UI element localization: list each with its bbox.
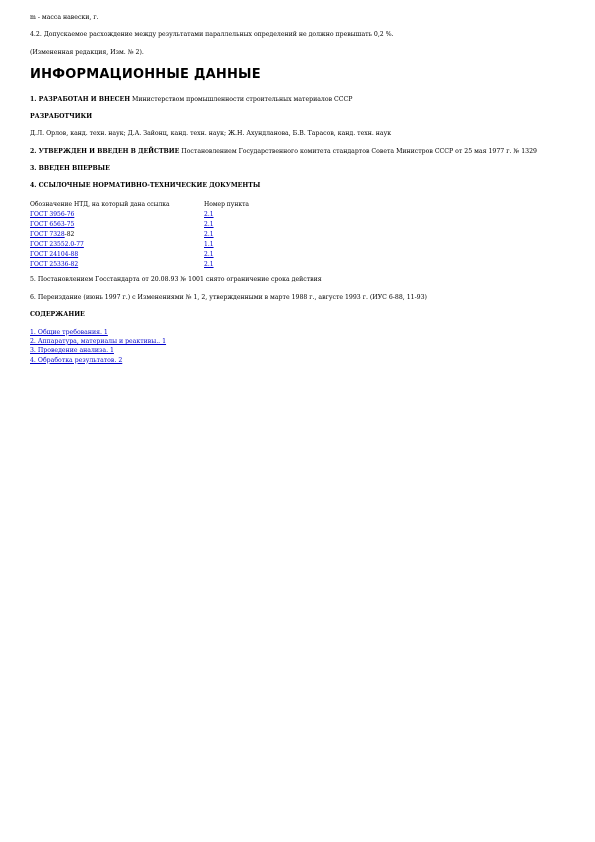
table-row (30, 260, 253, 270)
table-row (30, 210, 253, 220)
table-header: Обозначение НТД, на который дана ссылка (30, 200, 170, 208)
toc-link[interactable]: 3. Проведение анализа. 1 (30, 347, 114, 355)
gost-link[interactable]: ГОСТ 25336-82 (30, 261, 79, 269)
point-link[interactable]: 2.1 (204, 231, 214, 239)
table-of-contents (30, 329, 570, 365)
contents-title: СОДЕРЖАНИЕ (30, 311, 85, 319)
table-header: Номер пункта (204, 200, 249, 208)
table-row (30, 250, 253, 260)
point-link[interactable]: 2.1 (204, 210, 214, 218)
page-title: ИНФОРМАЦИОННЫЕ ДАННЫЕ (30, 67, 261, 83)
developers-list: Д.Л. Орлов, канд. техн. наук; Д.А. Зайонц, канд. техн. наук; Ж.Н. Ахундланова, Б.В. Тарасов, канд. техн. наук (30, 130, 392, 138)
table-row (30, 240, 253, 250)
point-link[interactable]: 2.1 (204, 251, 214, 259)
approved-text: Постановлением Государственного комитета стандартов Совета Министров СССР от 25 мая 1977 г. № 1329 (179, 147, 537, 155)
gost-link[interactable]: ГОСТ 24104-88 (30, 251, 79, 259)
point-link[interactable]: 2.1 (204, 261, 214, 269)
developed-by-text: Министерством промышленности строительных материалов СССР (130, 95, 353, 103)
developed-by-label: 1. РАЗРАБОТАН И ВНЕСЕН (30, 95, 131, 103)
developed-by-paragraph (30, 96, 570, 104)
toc-link[interactable]: 1. Общие требования. 1 (30, 328, 108, 336)
gost-link[interactable]: ГОСТ 7328 (30, 231, 65, 239)
toc-link[interactable]: 4. Обработка результатов. 2 (30, 356, 123, 364)
tolerance-paragraph: 4.2. Допускаемое расхождение между результатами параллельных определений не должно превышать 0,2 %. (30, 31, 394, 39)
toc-link[interactable]: 2. Аппаратура, материалы и реактивы.. 1 (30, 337, 167, 345)
formula-legend: m - масса навески, г. (30, 14, 99, 21)
amendment-note: (Измененная редакция, Изм. № 2). (30, 48, 144, 56)
references-table (30, 200, 253, 271)
point-link[interactable]: 1.1 (204, 241, 214, 249)
references-title: 4. ССЫЛОЧНЫЕ НОРМАТИВНО-ТЕХНИЧЕСКИЕ ДОКУМЕНТЫ (30, 182, 261, 190)
point-link[interactable]: 2.1 (204, 220, 214, 228)
gost-link[interactable]: ГОСТ 23552.0-77 (30, 241, 84, 249)
table-row: ГОСТ 7328-82 2.1 (30, 231, 214, 239)
document-page (30, 14, 570, 366)
table-header-row (30, 200, 253, 210)
approved-label: 2. УТВЕРЖДЕН И ВВЕДЕН В ДЕЙСТВИЕ (30, 147, 180, 155)
introduced-first: 3. ВВЕДЕН ВПЕРВЫЕ (30, 165, 110, 173)
developers-title: РАЗРАБОТЧИКИ (30, 112, 93, 120)
validity-paragraph: 5. Постановлением Госстандарта от 20.08.93 № 1001 снято ограничение срока действия (30, 276, 322, 284)
reissue-paragraph: 6. Переиздание (июнь 1997 г.) с Изменениями № 1, 2, утвержденными в марте 1988 г., августе 1993 г. (ИУС 6-88, 11-93) (30, 293, 427, 301)
gost-link[interactable]: ГОСТ 6563-75 (30, 220, 75, 228)
approved-paragraph (30, 148, 570, 156)
gost-link[interactable]: ГОСТ 3956-76 (30, 210, 75, 218)
table-row (30, 220, 253, 230)
